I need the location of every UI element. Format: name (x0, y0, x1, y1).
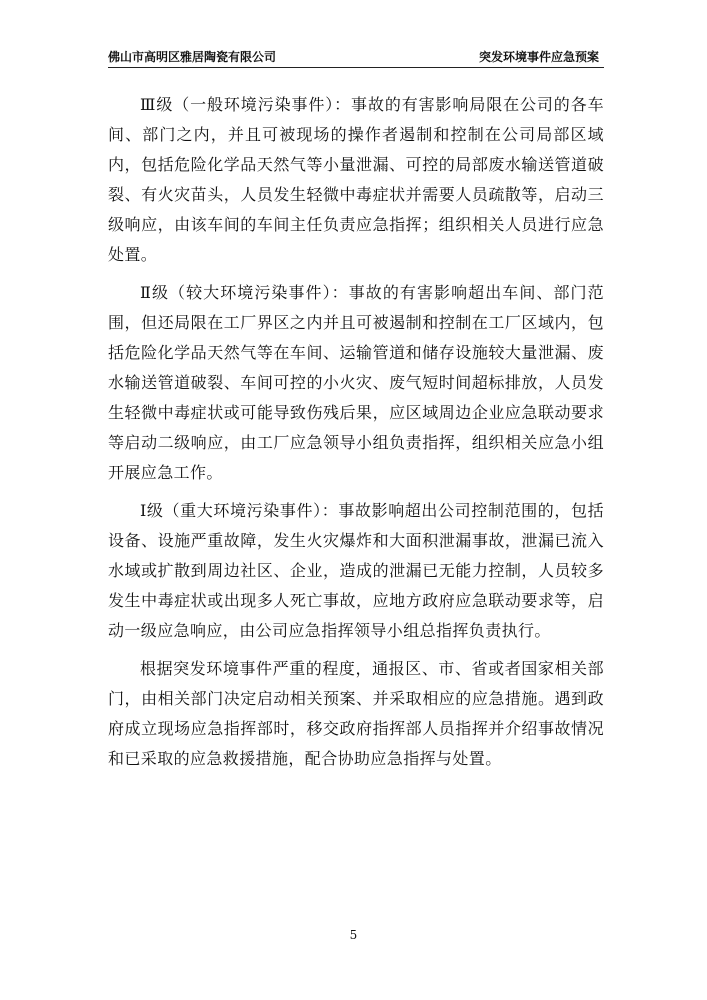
paragraph-notification: 根据突发环境事件严重的程度，通报区、市、省或者国家相关部门，由相关部门决定启动相关预案、并采取相应的应急措施。遇到政府成立现场应急指挥部时，移交政府指挥部人员指挥并介绍事故情况和已采取的应急救援措施，配合协助应急指挥与处置。 (108, 659, 604, 768)
paragraph-level-1: Ⅰ级（重大环境污染事件）：事故影响超出公司控制范围的，包括设备、设施严重故障，发生火灾爆炸和大面积泄漏事故，泄漏已流入水域或扩散到周边社区、企业，造成的泄漏已无能力控制，人员较多发生中毒症状或出现多人死亡事故，应地方政府应急联动要求等，启动一级应急响应，由公司应急指挥领导小组总指挥负责执行。 (108, 501, 604, 640)
document-body (108, 90, 604, 782)
header-divider (108, 67, 604, 68)
paragraph-level-2: Ⅱ级（较大环境污染事件）：事故的有害影响超出车间、部门范围，但还局限在工厂界区之内并且可被遏制和控制在工厂区域内，包括危险化学品天然气等在车间、运输管道和储存设施较大量泄漏、废水输送管道破裂、车间可控的小火灾、废气短时间超标排放，人员发生轻微中毒症状或可能导致伤残后果，应区域周边企业应急联动要求等启动二级响应，由工厂应急领导小组负责指挥，组织相关应急小组开展应急工作。 (108, 283, 604, 482)
page-header (108, 50, 604, 64)
page-number: 5 (349, 928, 358, 942)
paragraph-level-3: Ⅲ级（一般环境污染事件）：事故的有害影响局限在公司的各车间、部门之内，并且可被现场的操作者遏制和控制在公司局部区域内，包括危险化学品天然气等小量泄漏、可控的局部废水输送管道破裂、有火灾苗头，人员发生轻微中毒症状并需要人员疏散等，启动三级响应，由该车间的车间主任负责应急指挥；组织相关人员进行应急处置。 (108, 95, 604, 264)
header-document-title: 突发环境事件应急预案 (478, 50, 599, 64)
header-company-name: 佛山市高明区雅居陶瓷有限公司 (108, 50, 277, 64)
